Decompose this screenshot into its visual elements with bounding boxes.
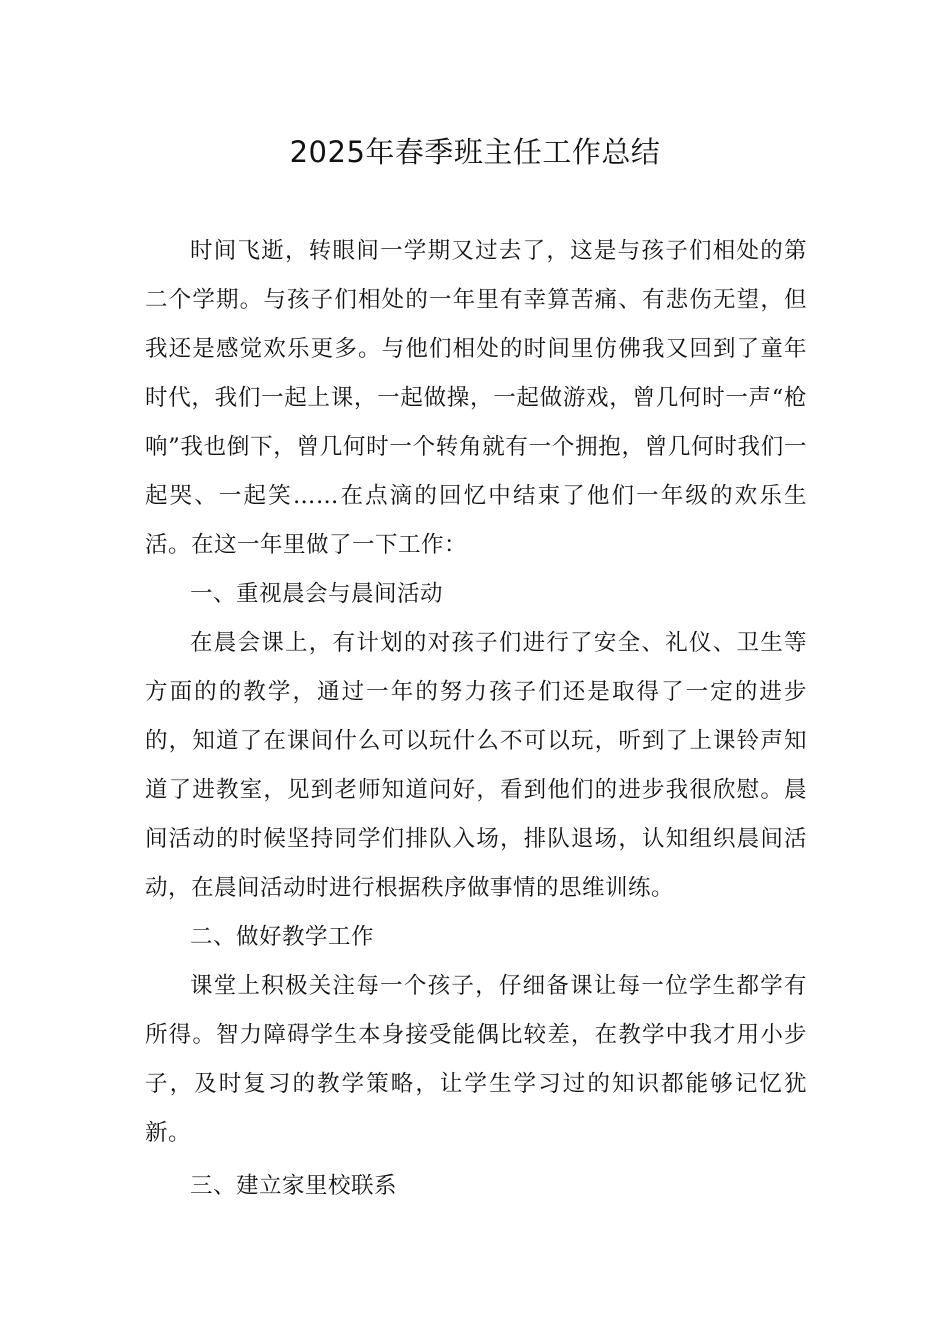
section-heading-1: 一、重视晨会与晨间活动 [190, 581, 444, 607]
section-1-paragraph: 在晨会课上，有计划的对孩子们进行了安全、礼仪、卫生等方面的的教学，通过一年的努力孩子们还是取得了一定的进步的，知道了在课间什么可以玩什么不可以玩，听到了上课铃声知道了进教室，见到老师知道问好，看到他们的进步我很欣慰。晨间活动的时候坚持同学们排队入场，排队退场，认知组织晨间活动，在晨间活动时进行根据秩序做事情的思维训练。 [145, 630, 807, 901]
document-title: 2025年春季班主任工作总结 [289, 135, 661, 169]
document-body [145, 227, 807, 1211]
section-heading-3: 三、建立家里校联系 [190, 1173, 398, 1199]
section-heading-2: 二、做好教学工作 [190, 924, 375, 950]
intro-paragraph: 时间飞逝，转眼间一学期又过去了，这是与孩子们相处的第二个学期。与孩子们相处的一年里有幸算苦痛、有悲伤无望，但我还是感觉欢乐更多。与他们相处的时间里仿佛我又回到了童年时代，我们一起上课，一起做操，一起做游戏，曾几何时一声“枪响”我也倒下，曾几何时一个转角就有一个拥抱，曾几何时我们一起哭、一起笑……在点滴的回忆中结束了他们一年级的欢乐生活。在这一年里做了一下工作： [145, 238, 807, 558]
section-2-paragraph: 课堂上积极关注每一个孩子，仔细备课让每一位学生都学有所得。智力障碍学生本身接受能偶比较差，在教学中我才用小步子，及时复习的教学策略，让学生学习过的知识都能够记忆犹新。 [145, 973, 807, 1146]
